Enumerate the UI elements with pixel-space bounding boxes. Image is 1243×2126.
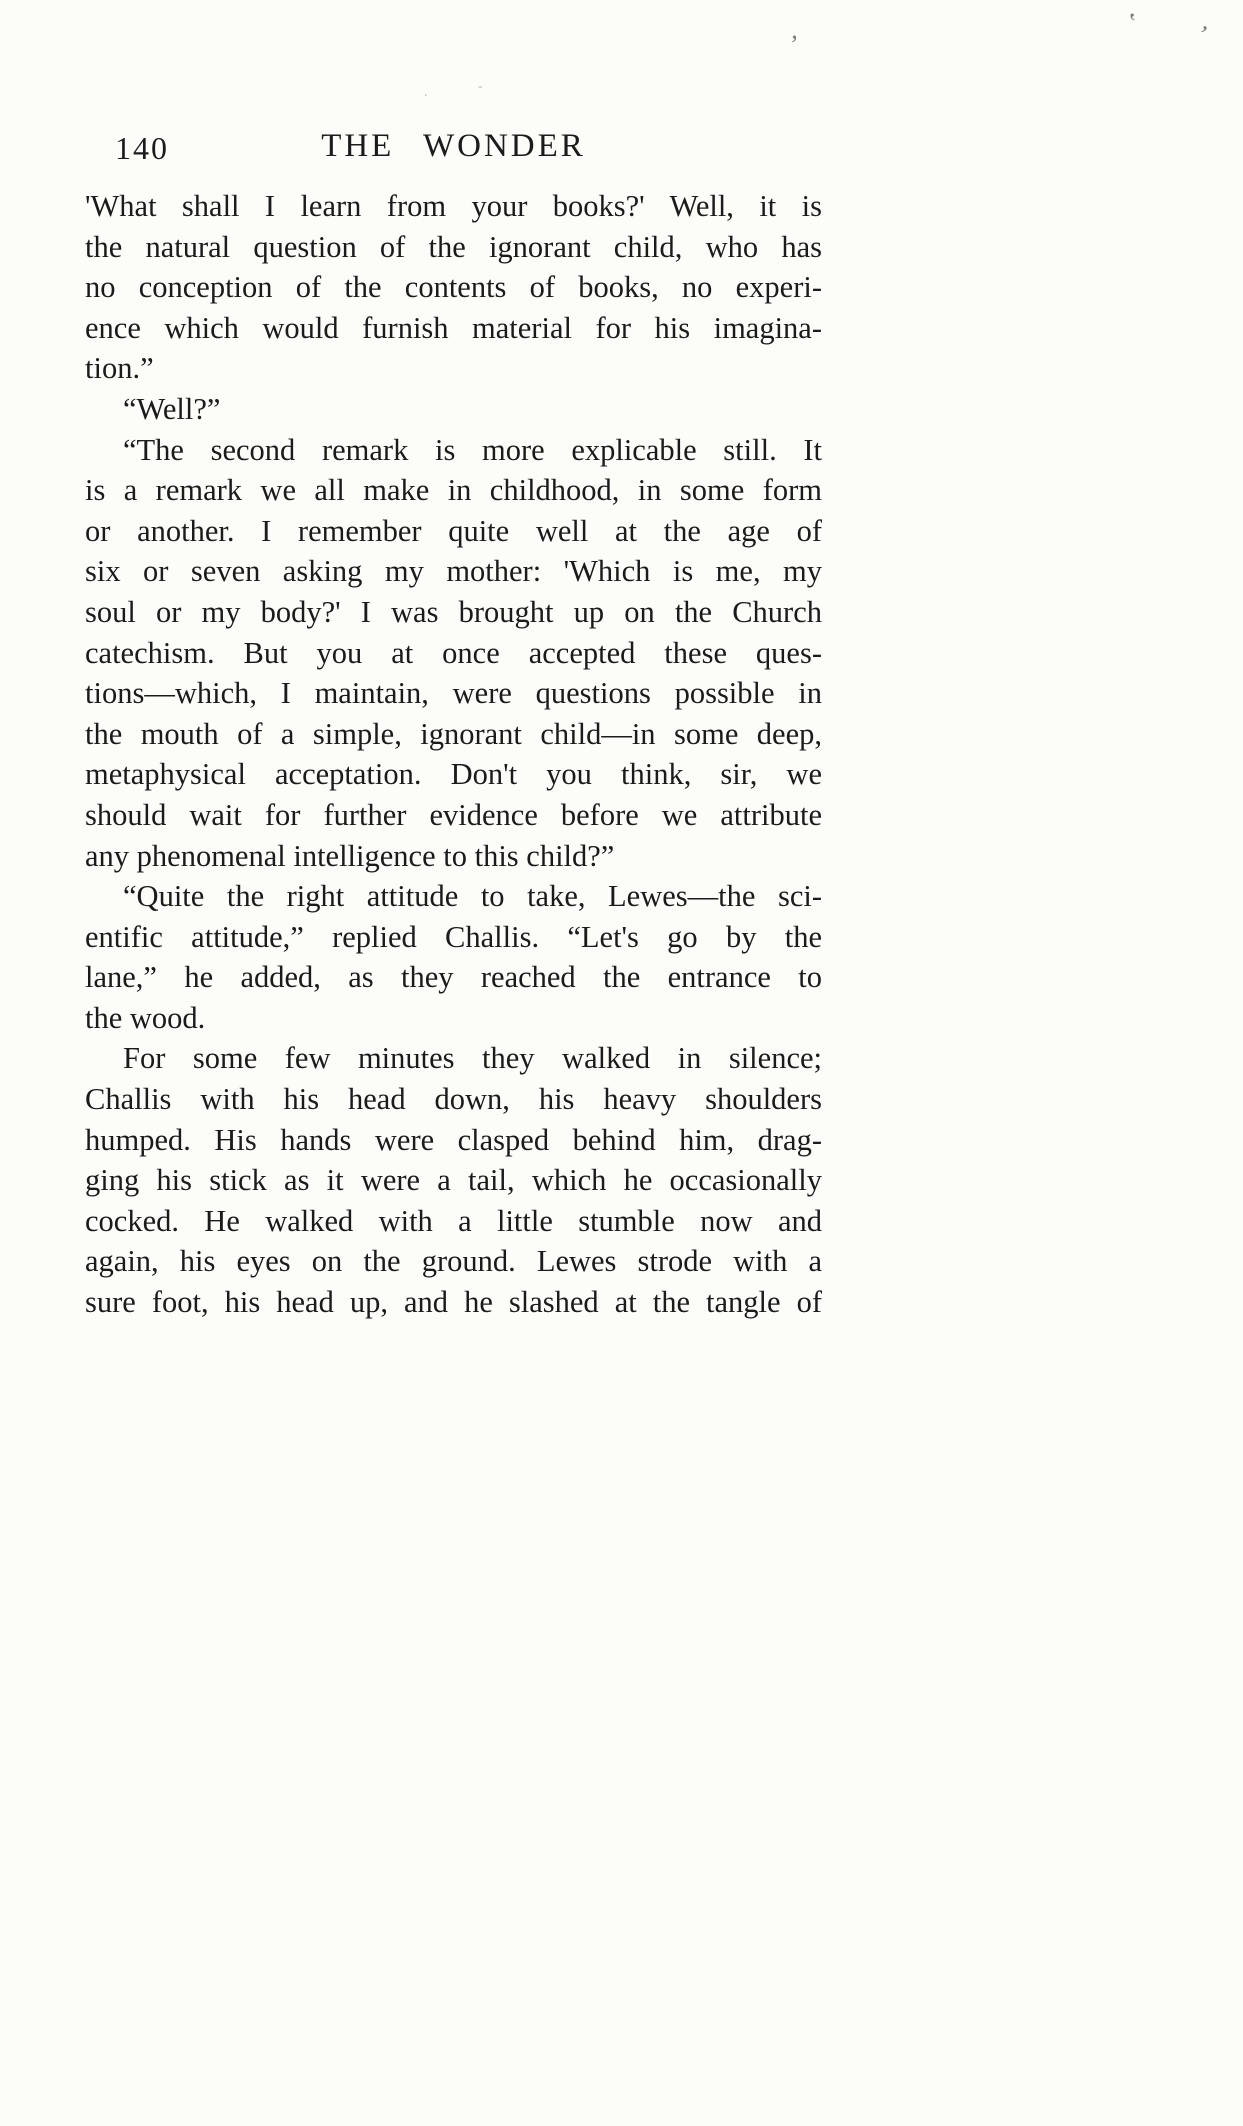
text-line: ging his stick as it were a tail, which he occasionally <box>85 1163 822 1198</box>
text-line: humped. His hands were clasped behind him, drag- <box>85 1122 822 1157</box>
text-line: ence which would furnish material for his imagina- <box>85 310 822 345</box>
text-line: metaphysical acceptation. Don't you think, sir, we <box>85 757 822 792</box>
text-line: 'What shall I learn from your books?' Well, it is <box>85 189 822 223</box>
text-line: should wait for further evidence before we attribute <box>85 797 822 832</box>
paragraph <box>85 1038 822 1322</box>
text-line: “Well?” <box>123 391 221 426</box>
paragraph <box>85 389 822 430</box>
page-number: 140 <box>115 130 169 166</box>
text-line: soul or my body?' I was brought up on the Church <box>85 594 822 629</box>
scan-speck: ’ <box>790 30 799 59</box>
text-line: six or seven asking my mother: 'Which is me, my <box>85 554 822 589</box>
text-line: the wood. <box>85 1000 206 1035</box>
text-line: the natural question of the ignorant child, who has <box>85 229 822 264</box>
paragraph <box>85 430 822 877</box>
text-line: “Quite the right attitude to take, Lewes—the sci- <box>123 879 822 914</box>
scan-speck: ’ <box>1193 19 1212 50</box>
text-line: the mouth of a simple, ignorant child—in some deep, <box>85 716 822 751</box>
text-line: tion.” <box>85 351 154 386</box>
page-header <box>85 128 822 172</box>
text-line: sure foot, his head up, and he slashed at the tangle of <box>85 1285 822 1320</box>
text-line: or another. I remember quite well at the age of <box>85 513 822 548</box>
text-line: tions—which, I maintain, were questions possible in <box>85 676 822 711</box>
text-line: catechism. But you at once accepted these ques- <box>85 635 822 670</box>
scan-speck: - <box>478 79 483 94</box>
text-line: is a remark we all make in childhood, in some form <box>85 473 822 508</box>
text-line: For some few minutes they walked in silence; <box>123 1041 822 1076</box>
text-line: entific attitude,” replied Challis. “Let's go by the <box>85 919 822 954</box>
paragraph <box>85 876 822 1038</box>
page-body <box>85 186 822 1323</box>
scan-speck: ‛ <box>1128 8 1137 37</box>
text-line: cocked. He walked with a little stumble now and <box>85 1203 822 1238</box>
text-line: any phenomenal intelligence to this child?” <box>85 838 615 873</box>
text-line: “The second remark is more explicable still. It <box>123 432 822 467</box>
scan-speck: . <box>424 85 428 100</box>
text-line: Challis with his head down, his heavy shoulders <box>85 1082 822 1117</box>
text-line: lane,” he added, as they reached the entrance to <box>85 960 822 995</box>
text-line: again, his eyes on the ground. Lewes strode with a <box>85 1244 822 1279</box>
paragraph <box>85 186 822 389</box>
running-title: THE WONDER <box>321 128 586 164</box>
text-line: no conception of the contents of books, no experi- <box>85 270 822 305</box>
